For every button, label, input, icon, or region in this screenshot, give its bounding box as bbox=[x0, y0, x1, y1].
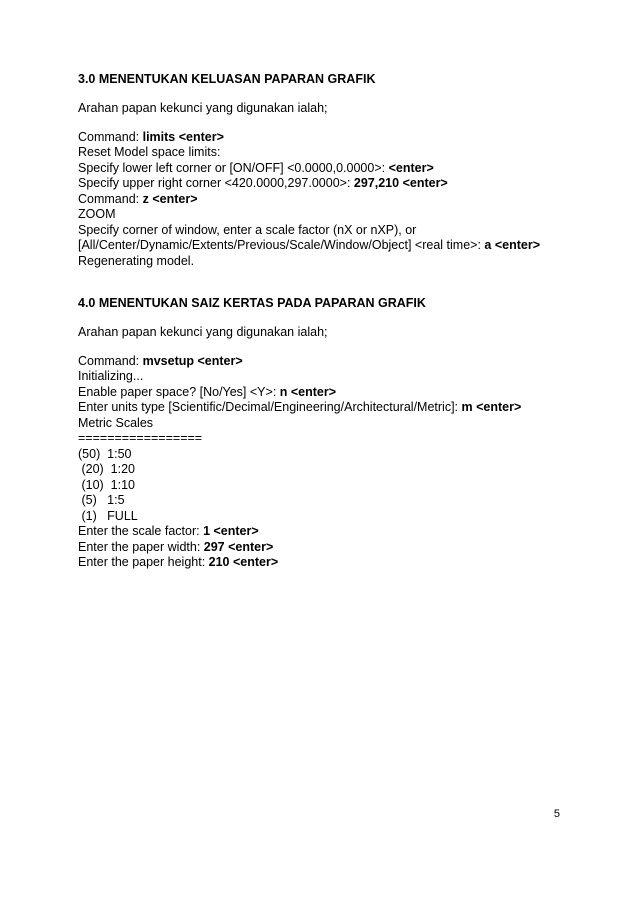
document-page bbox=[78, 72, 598, 571]
command-line bbox=[78, 540, 598, 556]
section-3-command-block bbox=[78, 130, 598, 270]
command-prompt-text: Initializing... bbox=[78, 369, 144, 383]
command-prompt-text: Command: bbox=[78, 191, 143, 206]
command-prompt-text: (1) FULL bbox=[78, 508, 138, 523]
command-prompt-text: [All/Center/Dynamic/Extents/Previous/Scale/Window/Object] <real time>: bbox=[78, 238, 485, 252]
command-line bbox=[78, 385, 598, 401]
command-input-text: 210 <enter> bbox=[208, 555, 279, 569]
command-line bbox=[78, 223, 598, 239]
command-line bbox=[78, 238, 598, 254]
command-input-text: 1 <enter> bbox=[203, 524, 259, 538]
command-prompt-text: Enter the paper width: bbox=[78, 539, 204, 554]
command-line bbox=[78, 509, 598, 525]
command-line bbox=[78, 493, 598, 509]
command-line bbox=[78, 207, 598, 223]
section-4-heading: 4.0 MENENTUKAN SAIZ KERTAS PADA PAPARAN GRAFIK bbox=[78, 296, 426, 310]
command-line bbox=[78, 416, 598, 432]
command-prompt-text: ZOOM bbox=[78, 207, 116, 221]
command-line bbox=[78, 130, 598, 146]
command-prompt-text: Regenerating model. bbox=[78, 253, 195, 268]
command-prompt-text: Specify upper right corner <420.0000,297.0000>: bbox=[78, 176, 354, 190]
section-3-intro: Arahan papan kekunci yang digunakan ialah; bbox=[78, 101, 328, 115]
section-4-intro: Arahan papan kekunci yang digunakan ialah; bbox=[78, 325, 328, 339]
section-4-command-block bbox=[78, 354, 598, 571]
command-prompt-text: Specify lower left corner or [ON/OFF] <0.0000,0.0000>: bbox=[78, 160, 389, 175]
command-input-text: 297,210 <enter> bbox=[353, 176, 448, 190]
command-prompt-text: Enter the paper height: bbox=[78, 555, 209, 569]
command-line bbox=[78, 400, 598, 416]
command-line bbox=[78, 447, 598, 463]
command-prompt-text: ================= bbox=[78, 431, 203, 445]
command-prompt-text: (5) 1:5 bbox=[78, 493, 125, 507]
command-prompt-text: Specify corner of window, enter a scale factor (nX or nXP), or bbox=[78, 222, 417, 237]
command-line bbox=[78, 478, 598, 494]
command-line bbox=[78, 431, 598, 447]
command-input-text: z <enter> bbox=[142, 191, 198, 206]
command-prompt-text: Command: bbox=[78, 353, 143, 368]
command-prompt-text: Enable paper space? [No/Yes] <Y>: bbox=[78, 384, 280, 399]
section-3-heading: 3.0 MENENTUKAN KELUASAN PAPARAN GRAFIK bbox=[78, 72, 376, 86]
command-prompt-text: (50) 1:50 bbox=[78, 446, 132, 461]
command-input-text: limits <enter> bbox=[142, 129, 224, 144]
command-prompt-text: Reset Model space limits: bbox=[78, 145, 221, 159]
command-line bbox=[78, 161, 598, 177]
command-line bbox=[78, 354, 598, 370]
page-number: 5 bbox=[553, 808, 560, 820]
command-line bbox=[78, 555, 598, 571]
command-line bbox=[78, 462, 598, 478]
command-prompt-text: Enter units type [Scientific/Decimal/Engineering/Architectural/Metric]: bbox=[78, 400, 462, 414]
command-line bbox=[78, 176, 598, 192]
command-line bbox=[78, 254, 598, 270]
command-prompt-text: Command: bbox=[78, 129, 143, 144]
command-input-text: <enter> bbox=[388, 160, 434, 175]
command-input-text: 297 <enter> bbox=[203, 539, 274, 554]
command-line bbox=[78, 192, 598, 208]
command-input-text: n <enter> bbox=[279, 384, 337, 399]
command-line bbox=[78, 369, 598, 385]
command-line bbox=[78, 145, 598, 161]
command-prompt-text: (10) 1:10 bbox=[78, 477, 135, 492]
command-prompt-text: (20) 1:20 bbox=[78, 462, 135, 476]
command-input-text: m <enter> bbox=[461, 400, 522, 414]
command-line bbox=[78, 524, 598, 540]
command-prompt-text: Enter the scale factor: bbox=[78, 524, 204, 538]
command-prompt-text: Metric Scales bbox=[78, 415, 154, 430]
command-input-text: a <enter> bbox=[484, 238, 541, 252]
command-input-text: mvsetup <enter> bbox=[142, 353, 243, 368]
